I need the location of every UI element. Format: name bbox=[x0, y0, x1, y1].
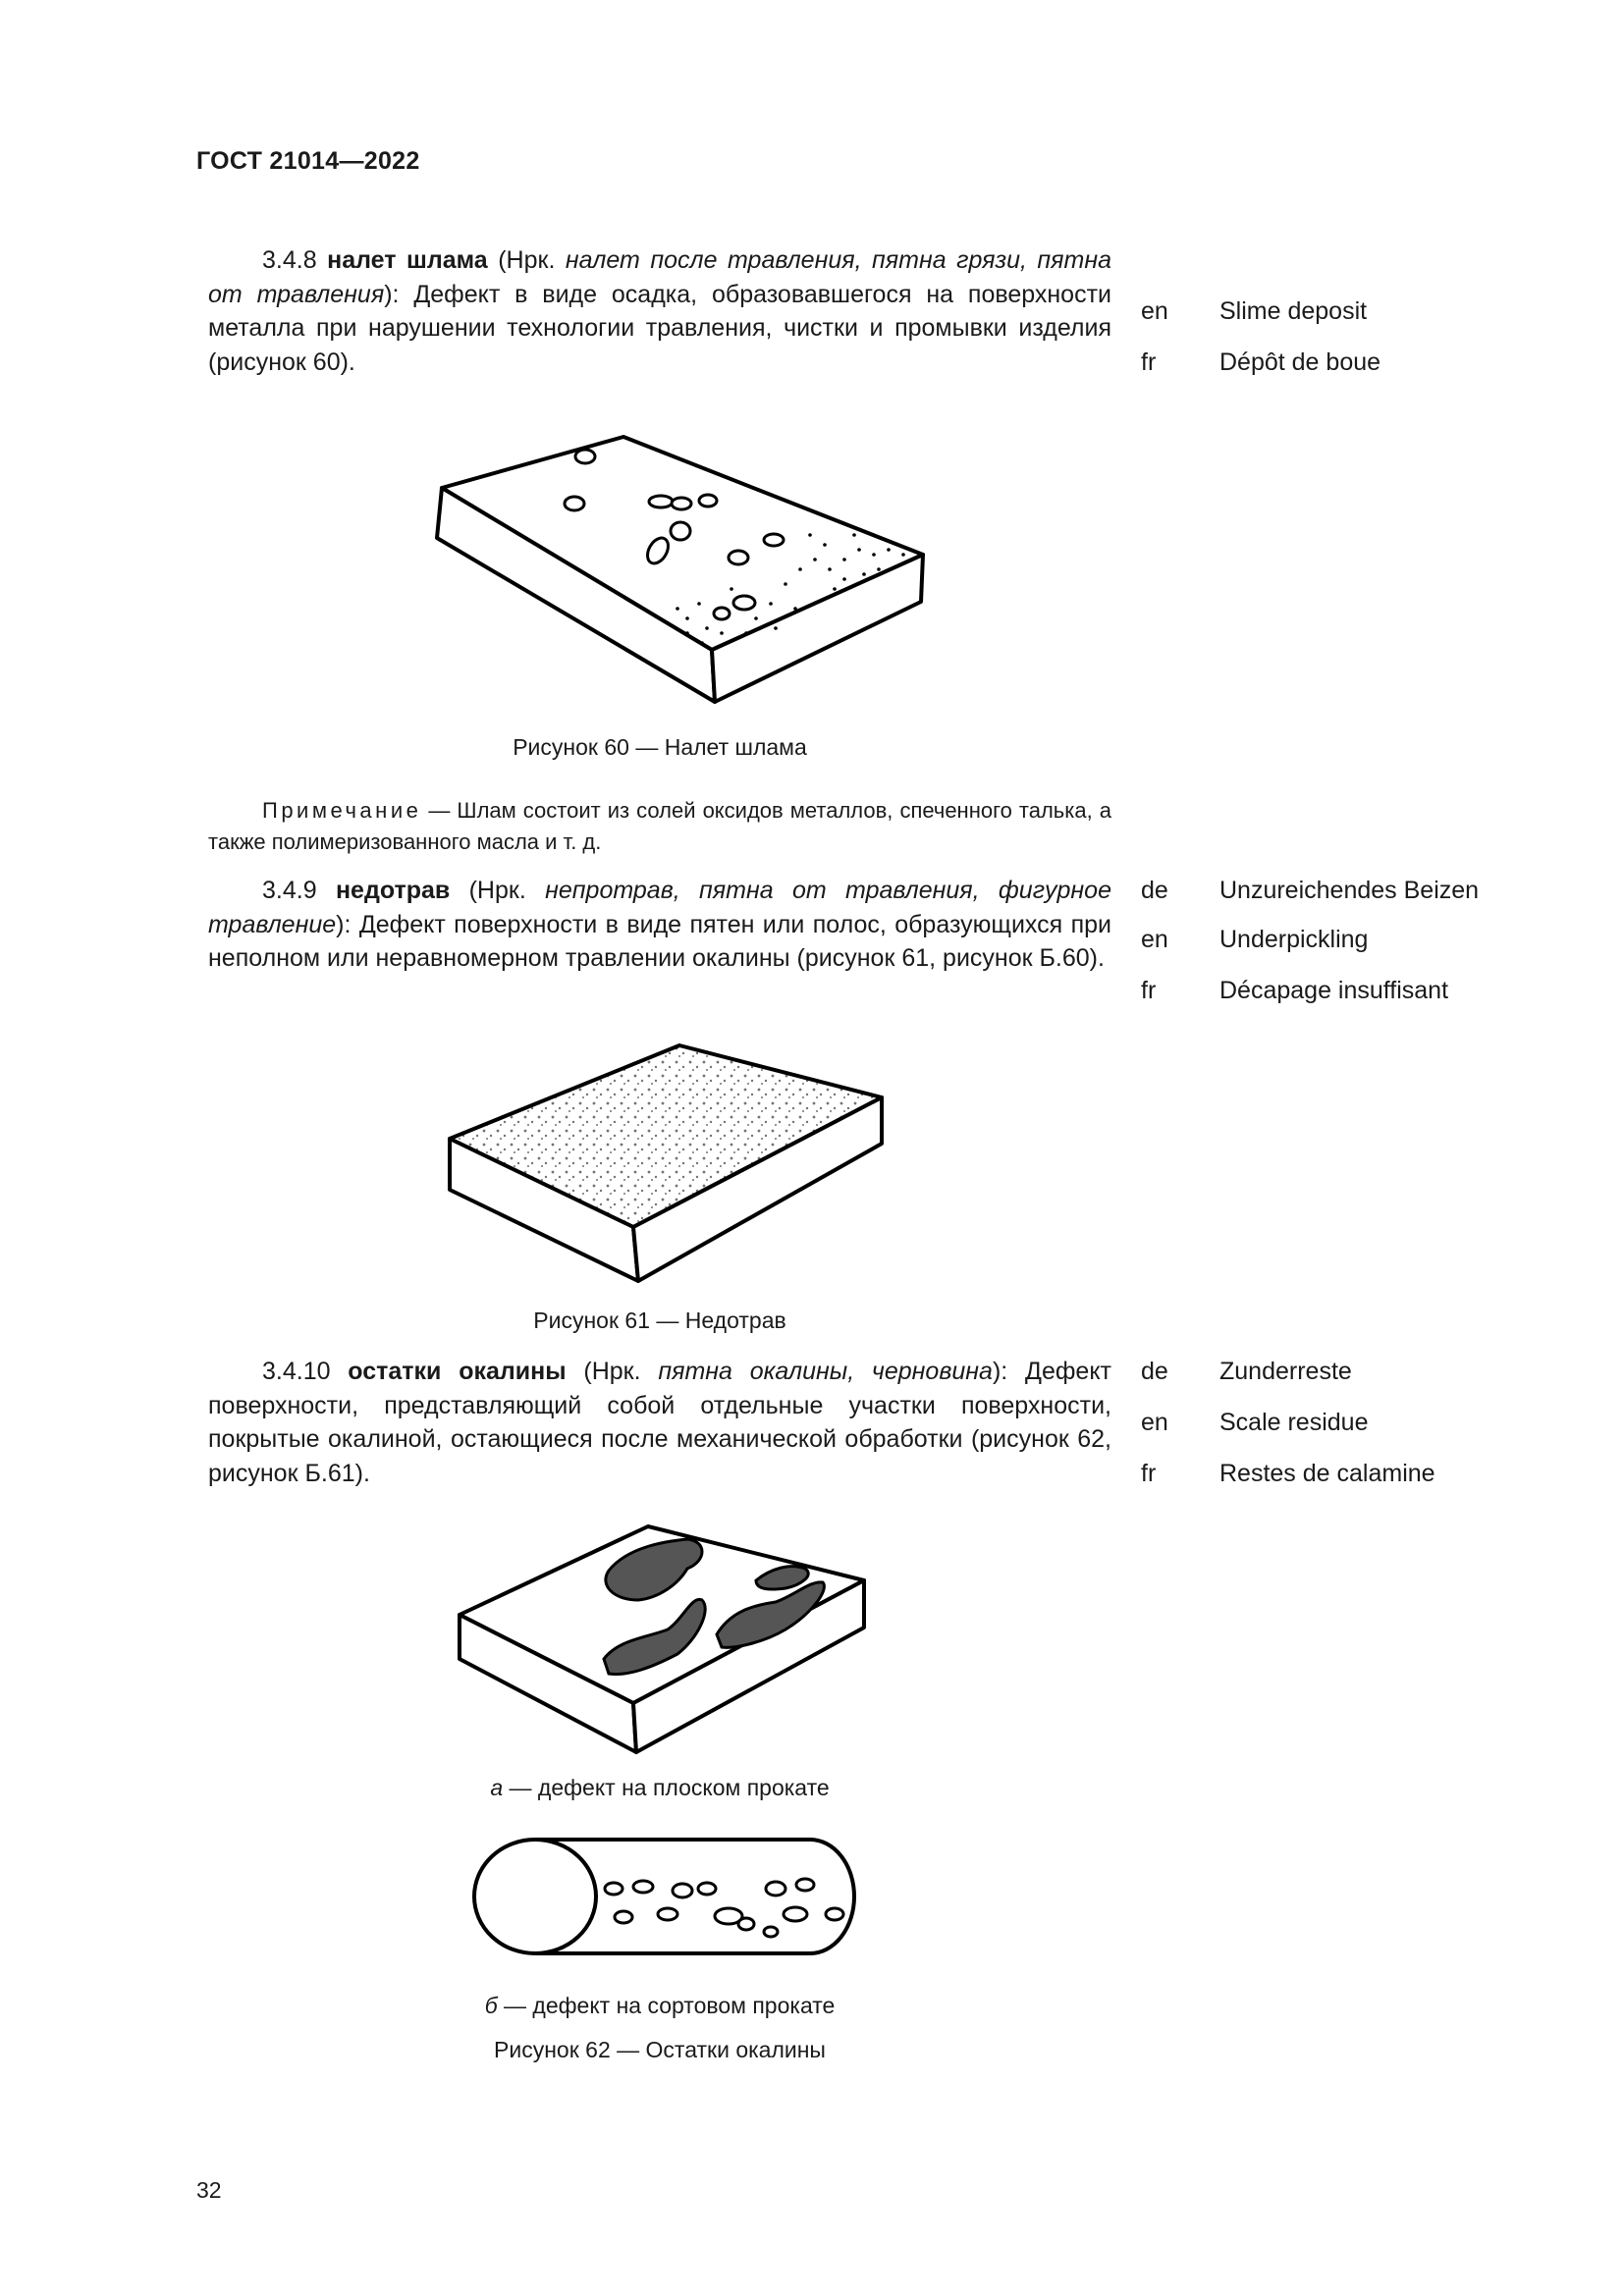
document-header: ГОСТ 21014—2022 bbox=[196, 147, 420, 175]
lang-code: en bbox=[1141, 297, 1168, 325]
lang-text: Scale residue bbox=[1219, 1409, 1369, 1436]
subfigure-letter: а bbox=[490, 1775, 504, 1800]
lang-code: fr bbox=[1141, 348, 1157, 376]
note-label: Примечание bbox=[262, 798, 422, 823]
page-number: 32 bbox=[196, 2177, 222, 2203]
lang-code: en bbox=[1141, 1409, 1168, 1436]
lang-code: fr bbox=[1141, 977, 1157, 1004]
note-text: — Шлам состоит из солей оксидов металлов, спеченного талька, а также полимеризованного масла и т. д. bbox=[208, 798, 1111, 854]
term-definition: Дефект поверхности в виде пятен или полос, образующихся при неполном или неравномерном травлении окалины (рисунок 61, рисунок Б.60). bbox=[208, 910, 1111, 972]
lang-text: Zunderreste bbox=[1219, 1358, 1352, 1385]
lang-text: Décapage insuffisant bbox=[1219, 977, 1449, 1004]
term-definition: Дефект в виде осадка, образовавшегося на поверхности металла при нарушении технологии травления, чистки и промывки изделия (рисунок 60). bbox=[208, 280, 1111, 376]
lang-code: fr bbox=[1141, 1460, 1157, 1487]
lang-code: en bbox=[1141, 926, 1168, 953]
term-definition: Дефект поверхности, представляющий собой отдельные участки поверхности, покрытые окалиной, остающиеся после механической обработки (рисунок 62, рисунок Б.61). bbox=[208, 1358, 1111, 1487]
figure-62-caption: Рисунок 62 — Остатки окалины bbox=[494, 2037, 826, 2062]
term-3-4-10: 3.4.10 остатки окалины (Нрк. пятна окалины, черновина): Дефект поверхности, представляющий собой отдельные участки поверхности, покрытые окалиной, остающиеся после механической обработки (рисунок 62, рисунок Б.61). bbox=[208, 1358, 1111, 1487]
term-3-4-9: 3.4.9 недотрав (Нрк. непротрав, пятна от травления, фигурное травление): Дефект поверхности в виде пятен или полос, образующихся при неполном или неравномерном травлении окалины (рисунок 61, рисунок Б.60). bbox=[208, 877, 1111, 972]
term-synonyms: налет после травления, пятна грязи, пятна от травления bbox=[208, 246, 1112, 308]
figure-62a-caption: а — дефект на плоском прокате bbox=[490, 1775, 830, 1800]
term-title: остатки окалины bbox=[348, 1358, 567, 1385]
figure-62b-caption: б — дефект на сортовом прокате bbox=[484, 1993, 836, 2018]
term-number: 3.4.8 bbox=[262, 246, 317, 274]
term-title: налет шлама bbox=[327, 246, 488, 274]
bar-round-section bbox=[474, 1840, 854, 1953]
lang-text: Dépôt de boue bbox=[1219, 348, 1381, 376]
term-3-4-8: 3.4.8 налет шлама (Нрк. налет после травления, пятна грязи, пятна от травления): Дефект в виде осадка, образовавшегося на поверхности металла при нарушении технологии травления, чистки и промывки изделия (рисунок 60). bbox=[208, 246, 1112, 376]
lang-code: de bbox=[1141, 877, 1168, 904]
term-title: недотрав bbox=[335, 877, 451, 904]
lang-text: Underpickling bbox=[1219, 926, 1369, 953]
lang-text: Unzureichendes Beizen bbox=[1219, 877, 1480, 904]
lang-text: Restes de calamine bbox=[1219, 1460, 1435, 1487]
term-number: 3.4.10 bbox=[262, 1358, 331, 1385]
lang-code: de bbox=[1141, 1358, 1168, 1385]
figure-60-caption: Рисунок 60 — Налет шлама bbox=[513, 734, 807, 760]
term-synonyms: непротрав, пятна от травления, фигурное травление bbox=[208, 877, 1111, 938]
term-synonyms: пятна окалины, черновина bbox=[658, 1358, 993, 1385]
term-number: 3.4.9 bbox=[262, 877, 317, 904]
lang-text: Slime deposit bbox=[1219, 297, 1368, 325]
figure-61-caption: Рисунок 61 — Недотрав bbox=[533, 1308, 786, 1333]
subfigure-letter: б bbox=[484, 1993, 498, 2018]
